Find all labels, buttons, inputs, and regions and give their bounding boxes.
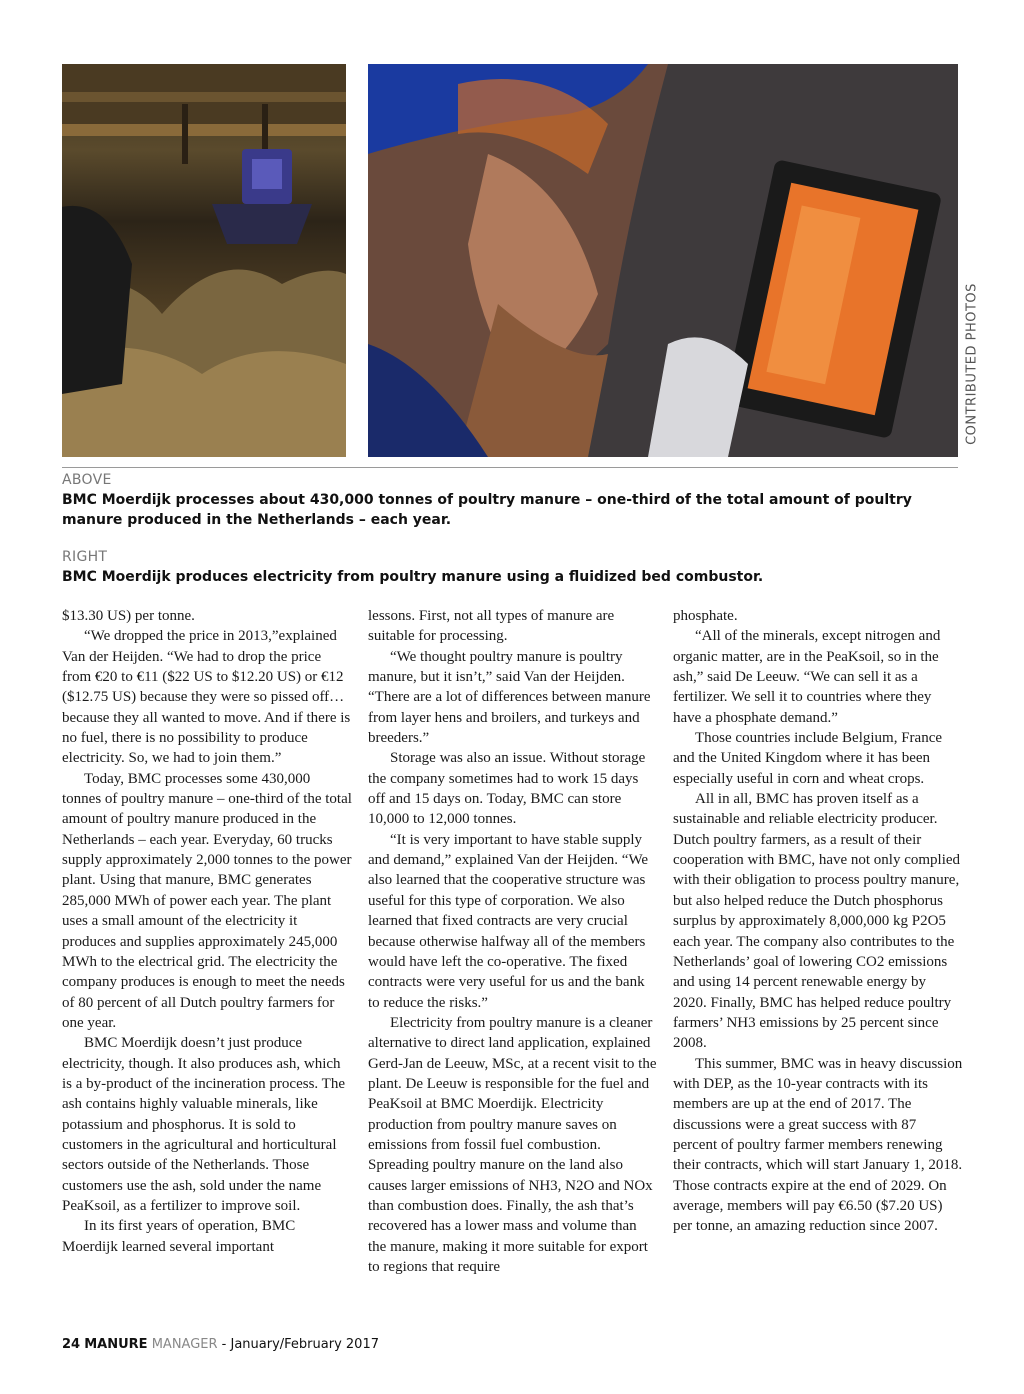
paragraph: “All of the minerals, except nitrogen and organic matter, are in the PeaKsoil, so in the ash,” said De Leeuw. “We can sell it as a fertilizer. We sell it to countries where they have a phosphate demand.”: [673, 628, 941, 726]
paragraph: Today, BMC processes some 430,000 tonnes of poultry manure – one-third of the total amount of poultry manure produced in the Netherlands – each year. Everyday, 60 trucks supply approximately 2,000 tonnes to the power plant. Using that manure, BMC generates 285,000 MWh of power each year. The plant uses a small amount of the electricity it produces and supplies approximately 245,000 MWh to the electrical grid. The electricity the company produces is enough to meet the needs of 80 percent of all Dutch poultry farmers for one year.: [62, 770, 352, 1031]
manure-crane-illustration: [62, 64, 346, 457]
paragraph: Storage was also an issue. Without storage the company sometimes had to work 15 days off and 15 days on. Today, BMC can store 10,000 to 12,000 tonnes.: [368, 750, 646, 828]
photo-credit-text: CONTRIBUTED PHOTOS: [964, 282, 980, 445]
caption-divider: [62, 467, 958, 468]
article-column-3: [673, 606, 963, 1237]
paragraph: “We thought poultry manure is poultry manure, but it isn’t,” said Van der Heijden. “There are a lot of differences between manure from layer hens and broilers, and turkeys and breeders.”: [368, 648, 651, 747]
caption-above-label: ABOVE: [62, 472, 112, 488]
paragraph: All in all, BMC has proven itself as a sustainable and reliable electricity producer. Dutch poultry farmers, as a result of their cooperation with BMC, have not only complied with their obligation to process poultry manure, but also helped reduce the Dutch phosphorus surplus by approximately 8,000,000 kg P2O5 each year. The company also contributes to the Netherlands’ goal of lowering CO2 emissions and using 14 percent renewable energy by 2020. Finally, BMC has helped reduce poultry farmers’ NH3 emissions by 25 percent since 2008.: [673, 791, 961, 1052]
paragraph: Electricity from poultry manure is a cleaner alternative to direct land application, explained Gerd-Jan de Leeuw, MSc, at a recent visit to the plant. De Leeuw is responsible for the fuel and PeaKsoil at BMC Moerdijk. Electricity production from poultry manure saves on emissions from fossil fuel combustion. Spreading poultry manure on the land also causes larger emissions of NH3, N2O and NOx than combustion does. Finally, the ash that’s recovered has a lower mass and volume than the manure, making it more suitable for export to regions that require: [368, 1014, 657, 1275]
magazine-brand-bold: MANURE: [84, 1337, 148, 1352]
manure-crane-photo: [62, 64, 346, 457]
paragraph: Those countries include Belgium, France and the United Kingdom where it has been especially useful in corn and wheat crops.: [673, 730, 943, 787]
worker-combustor-illustration: [368, 64, 958, 457]
photo-credit: [961, 270, 983, 457]
worker-combustor-photo: [368, 64, 958, 457]
page-number: 24: [62, 1337, 81, 1352]
paragraph: phosphate.: [673, 608, 738, 624]
paragraph: “We dropped the price in 2013,”explained Van der Heijden. “We had to drop the price from €20 to €11 ($22 US to $12.20 US) or €12 ($12.75 US) because they were so pissed off… because they all wanted to move. And if there is no fuel, there is no possibility to produce electricity. So, we had to join them.”: [62, 628, 351, 767]
paragraph: This summer, BMC was in heavy discussion with DEP, as the 10-year contracts with its members are up at the end of 2017. The discussions were a great success with 87 percent of poultry farmer members renewing their contracts, which will start January 1, 2018. Those contracts expire at the end of 2029. On average, members will pay €6.50 ($7.20 US) per tonne, an amazing reduction since 2007.: [673, 1055, 963, 1235]
issue-date: - January/February 2017: [221, 1337, 379, 1352]
paragraph: lessons. First, not all types of manure are suitable for processing.: [368, 608, 615, 645]
magazine-brand-light: MANAGER: [151, 1337, 218, 1352]
article-column-1: [62, 606, 352, 1257]
caption-right-text: BMC Moerdijk produces electricity from poultry manure using a fluidized bed combustor.: [62, 569, 764, 585]
paragraph: In its first years of operation, BMC Moerdijk learned several important: [62, 1218, 296, 1255]
page-footer: [62, 1337, 379, 1352]
paragraph: $13.30 US) per tonne.: [62, 608, 195, 624]
article-column-2: [368, 606, 658, 1277]
paragraph: BMC Moerdijk doesn’t just produce electricity, though. It also produces ash, which is a by-product of the incineration process. The ash contains highly valuable minerals, like potassium and phosphorus. It is sold to customers in the agricultural and horticultural sectors outside of the Netherlands. Those customers use the ash, sold under the name PeaKsoil, as a fertilizer to improve soil.: [62, 1035, 345, 1214]
caption-right-label: RIGHT: [62, 549, 108, 565]
paragraph: “It is very important to have stable supply and demand,” explained Van der Heijden. “We also learned that the cooperative structure was useful for this type of corporation. We also learned that fixed contracts are very crucial because otherwise halfway all of the members would have left the co-operative. The fixed contracts were very useful for us and the bank to reduce the risks.”: [368, 831, 649, 1011]
caption-above-text: BMC Moerdijk processes about 430,000 tonnes of poultry manure – one-third of the total amount of poultry manure produced in the Netherlands – each year.: [62, 492, 912, 528]
